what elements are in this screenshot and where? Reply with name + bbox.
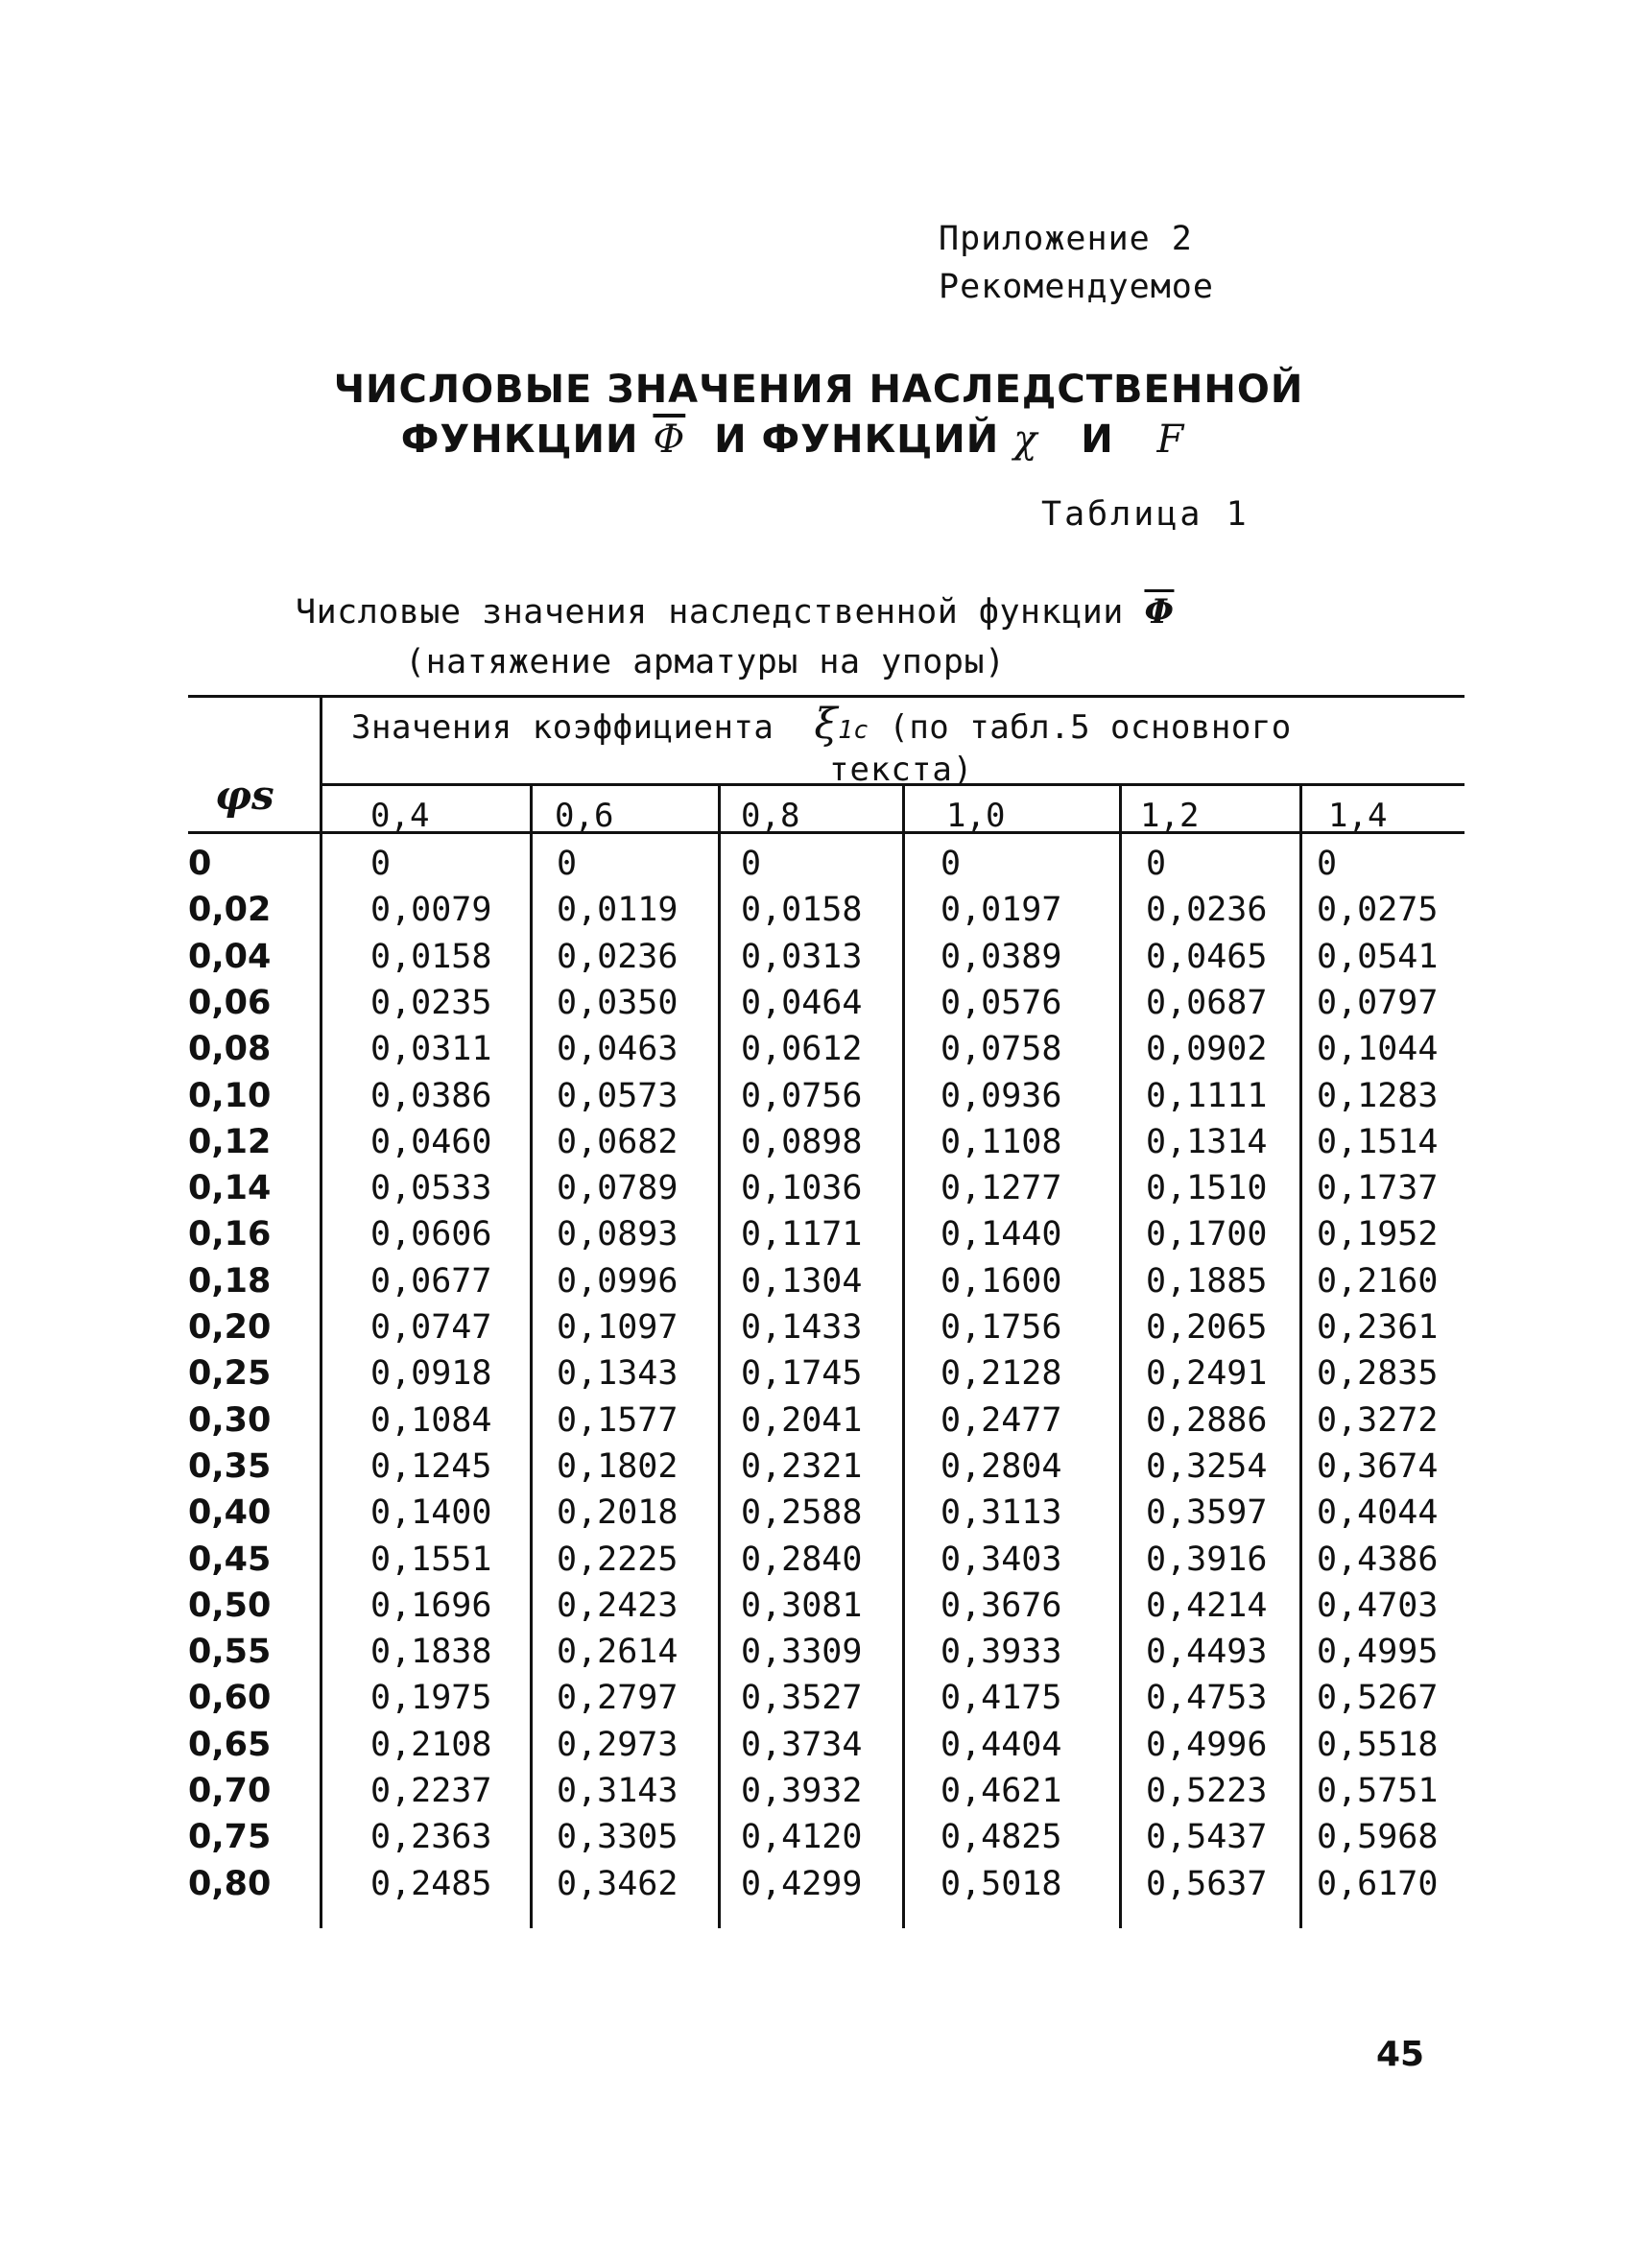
column-header: 1,4	[1328, 797, 1388, 835]
table-row	[188, 1169, 1464, 1215]
table-cell: 0,1514	[1317, 1122, 1439, 1161]
table-cell: 0,0898	[741, 1122, 863, 1161]
table-cell: 0,5637	[1146, 1864, 1268, 1903]
table-label: Таблица 1	[1041, 495, 1250, 534]
table-cell: 0,0386	[370, 1076, 492, 1115]
table-cell: 0,5968	[1317, 1818, 1439, 1857]
table-cell: 0,0389	[941, 937, 1062, 976]
row-label: 0,20	[188, 1308, 272, 1347]
table-cell: 0,1108	[941, 1122, 1062, 1161]
table-cell: 0,4044	[1317, 1493, 1439, 1533]
table-cell: 0,2160	[1317, 1261, 1439, 1301]
row-label: 0,16	[188, 1215, 272, 1254]
table-cell: 0,4493	[1146, 1633, 1268, 1672]
table-cell: 0,0275	[1317, 891, 1439, 930]
table-cell: 0,0687	[1146, 983, 1268, 1022]
table-cell: 0,0541	[1317, 937, 1439, 976]
table-cell: 0,5751	[1317, 1772, 1439, 1810]
table-cell: 0,0576	[941, 983, 1062, 1022]
table-cell: 0,4175	[941, 1679, 1062, 1718]
column-header: 0,8	[741, 797, 800, 835]
row-label: 0,30	[188, 1400, 272, 1440]
table-cell: 0,1097	[557, 1308, 679, 1347]
table-cell: 0,3932	[741, 1772, 863, 1810]
title-and-functions: И ФУНКЦИЙ	[714, 418, 1000, 462]
table-cell: 0,0235	[370, 983, 492, 1022]
row-label: 0,45	[188, 1540, 272, 1579]
table-cell: 0,1745	[741, 1354, 863, 1394]
table-row	[188, 1262, 1464, 1308]
table-cell: 0,3254	[1146, 1446, 1268, 1486]
table-cell: 0,6170	[1317, 1864, 1439, 1903]
table-cell: 0,3676	[941, 1586, 1062, 1625]
column-header: 0,4	[370, 797, 430, 835]
group-header-text: Значения коэффициента	[351, 708, 774, 747]
row-label: 0,14	[188, 1169, 272, 1208]
table-cell: 0,1737	[1317, 1169, 1439, 1208]
table-cell: 0,3305	[557, 1818, 679, 1857]
table-cell: 0,4214	[1146, 1586, 1268, 1625]
appendix-status: Рекомендуемое	[939, 268, 1214, 306]
table-cell: 0,5267	[1317, 1679, 1439, 1718]
table-cell: 0,3309	[741, 1633, 863, 1672]
phi-symbol: $\overline{\Phi}$	[653, 418, 686, 462]
table-row	[188, 1633, 1464, 1679]
table-cell: 0,0612	[741, 1030, 863, 1069]
table-cell: 0,1510	[1146, 1169, 1268, 1208]
table-cell: 0,3143	[557, 1772, 679, 1810]
group-header-ref: (по табл.5 основного	[889, 708, 1292, 747]
table-cell: 0,1433	[741, 1308, 863, 1347]
group-header-line-2: текста)	[829, 751, 974, 789]
row-label: 0,50	[188, 1586, 272, 1625]
table-cell: 0,3527	[741, 1679, 863, 1718]
table-cell: 0,2065	[1146, 1308, 1268, 1347]
table-cell: 0,4995	[1317, 1633, 1439, 1672]
row-label: 0,55	[188, 1633, 272, 1672]
table-cell: 0,3462	[557, 1864, 679, 1903]
table-cell: 0,4404	[941, 1725, 1062, 1764]
row-label: 0,75	[188, 1818, 272, 1857]
table-cell: 0,2363	[370, 1818, 492, 1857]
table-row	[188, 984, 1464, 1030]
table-cell: 0,0313	[741, 937, 863, 976]
table-cell: 0,0311	[370, 1030, 492, 1069]
table-cell: 0,2485	[370, 1864, 492, 1903]
table-cell: 0,1600	[941, 1261, 1062, 1301]
table-cell: 0,2614	[557, 1633, 679, 1672]
table-cell: 0,2835	[1317, 1354, 1439, 1394]
table-cell: 0,1952	[1317, 1215, 1439, 1254]
page-number: 45	[1376, 2035, 1425, 2074]
table-cell: 0,1343	[557, 1354, 679, 1394]
table-cell: 0,4996	[1146, 1725, 1268, 1764]
table-cell: 0,1802	[557, 1446, 679, 1486]
caption-line-2: (натяжение арматуры на упоры)	[405, 643, 1006, 681]
table-cell: 0,1885	[1146, 1261, 1268, 1301]
table-row	[188, 1493, 1464, 1540]
table-row	[188, 845, 1464, 891]
table-cell: 0,1400	[370, 1493, 492, 1533]
table-cell: 0,2588	[741, 1493, 863, 1533]
table-cell: 0,0236	[557, 937, 679, 976]
row-label: 0	[188, 845, 212, 883]
table-cell: 0,3933	[941, 1633, 1062, 1672]
appendix-number: Приложение 2	[939, 220, 1193, 258]
title-line-1: ЧИСЛОВЫЕ ЗНАЧЕНИЯ НАСЛЕДСТВЕННОЙ	[333, 368, 1304, 412]
table-row	[188, 1401, 1464, 1447]
table-cell: 0,2018	[557, 1493, 679, 1533]
table-cell: 0,4621	[941, 1772, 1062, 1810]
table-cell: 0,3403	[941, 1540, 1062, 1579]
table-row	[188, 1587, 1464, 1633]
table-cell: 0,2973	[557, 1725, 679, 1764]
row-label: 0,70	[188, 1772, 272, 1810]
table-cell: 0,1111	[1146, 1076, 1268, 1115]
chi-symbol: χ	[1013, 418, 1038, 462]
caption-text: Числовые значения наследственной функции	[296, 593, 1124, 632]
table-cell: 0,2491	[1146, 1354, 1268, 1394]
table-cell: 0,1304	[741, 1261, 863, 1301]
table-cell: 0,0158	[741, 891, 863, 930]
table-cell: 0,5518	[1317, 1725, 1439, 1764]
row-label: 0,65	[188, 1725, 272, 1764]
table-cell: 0,5437	[1146, 1818, 1268, 1857]
table-cell: 0,0197	[941, 891, 1062, 930]
title-functions-word: ФУНКЦИИ	[400, 418, 639, 462]
row-label: 0,40	[188, 1493, 272, 1533]
table-row	[188, 1772, 1464, 1818]
table-cell: 0,1171	[741, 1215, 863, 1254]
row-label: 0,08	[188, 1030, 272, 1069]
table-cell: 0,3597	[1146, 1493, 1268, 1533]
table-cell: 0,1044	[1317, 1030, 1439, 1069]
table-cell: 0,0682	[557, 1122, 679, 1161]
row-label: 0,60	[188, 1679, 272, 1718]
table-row	[188, 1679, 1464, 1725]
table-row	[188, 1818, 1464, 1864]
table-cell: 0,0350	[557, 983, 679, 1022]
table-cell: 0,2840	[741, 1540, 863, 1579]
table-row	[188, 1308, 1464, 1354]
table-cell: 0,2477	[941, 1400, 1062, 1440]
table-row	[188, 1030, 1464, 1076]
table-cell: 0,1577	[557, 1400, 679, 1440]
hereditary-function-table	[188, 695, 1464, 1928]
table-cell: 0,0463	[557, 1030, 679, 1069]
row-label: 0,06	[188, 983, 272, 1022]
table-cell: 0,4703	[1317, 1586, 1439, 1625]
table-cell: 0,0789	[557, 1169, 679, 1208]
table-row	[188, 891, 1464, 937]
table-cell: 0,2361	[1317, 1308, 1439, 1347]
table-caption	[296, 587, 1174, 687]
column-header: 1,2	[1140, 797, 1200, 835]
table-cell: 0,3113	[941, 1493, 1062, 1533]
table-cell: 0,1696	[370, 1586, 492, 1625]
table-cell: 0,1756	[941, 1308, 1062, 1347]
table-cell: 0	[1317, 845, 1338, 883]
title-conj: И	[1081, 418, 1114, 462]
row-header-phi-s: φs	[215, 772, 274, 819]
row-label: 0,18	[188, 1261, 272, 1301]
table-cell: 0,2797	[557, 1679, 679, 1718]
table-cell: 0,3674	[1317, 1446, 1439, 1486]
table-cell: 0,0460	[370, 1122, 492, 1161]
table-cell: 0,5018	[941, 1864, 1062, 1903]
table-cell: 0,1283	[1317, 1076, 1439, 1115]
table-cell: 0,0119	[557, 891, 679, 930]
table-cell: 0	[1146, 845, 1167, 883]
group-header	[351, 700, 1292, 752]
table-cell: 0,0797	[1317, 983, 1439, 1022]
table-cell: 0,0079	[370, 891, 492, 930]
column-header: 0,6	[555, 797, 614, 835]
table-cell: 0,2108	[370, 1725, 492, 1764]
table-cell: 0,1440	[941, 1215, 1062, 1254]
title-line-2	[0, 415, 1643, 465]
xi-symbol: ξ	[814, 700, 839, 749]
table-cell: 0,0236	[1146, 891, 1268, 930]
table-cell: 0	[941, 845, 962, 883]
table-cell: 0,0996	[557, 1261, 679, 1301]
table-cell: 0,4299	[741, 1864, 863, 1903]
caption-phi-symbol: $\overline{\Phi}$	[1144, 592, 1175, 632]
table-cell: 0,5223	[1146, 1772, 1268, 1810]
row-label: 0,02	[188, 891, 272, 930]
table-cell: 0,2041	[741, 1400, 863, 1440]
table-cell: 0,4120	[741, 1818, 863, 1857]
table-cell: 0,3081	[741, 1586, 863, 1625]
table-cell: 0,2237	[370, 1772, 492, 1810]
table-row	[188, 938, 1464, 984]
table-cell: 0,0902	[1146, 1030, 1268, 1069]
table-cell: 0,0893	[557, 1215, 679, 1254]
table-cell: 0,1838	[370, 1633, 492, 1672]
table-cell: 0,2321	[741, 1446, 863, 1486]
table-row	[188, 1726, 1464, 1772]
table-cell: 0,1036	[741, 1169, 863, 1208]
table-cell: 0,2886	[1146, 1400, 1268, 1440]
caption-line-1	[296, 593, 1174, 632]
table-cell: 0,4386	[1317, 1540, 1439, 1579]
table-cell: 0	[557, 845, 578, 883]
row-label: 0,35	[188, 1446, 272, 1486]
table-row	[188, 1354, 1464, 1400]
table-top-rule	[188, 695, 1464, 698]
table-cell: 0	[741, 845, 762, 883]
f-symbol: F	[1156, 418, 1185, 462]
table-cell: 0,4825	[941, 1818, 1062, 1857]
table-cell: 0,1084	[370, 1400, 492, 1440]
column-header: 1,0	[946, 797, 1006, 835]
table-cell: 0	[370, 845, 392, 883]
table-row	[188, 1215, 1464, 1261]
table-row	[188, 1077, 1464, 1123]
table-cell: 0,0918	[370, 1354, 492, 1394]
table-row	[188, 1540, 1464, 1587]
table-cell: 0,0533	[370, 1169, 492, 1208]
table-cell: 0,2225	[557, 1540, 679, 1579]
xi-subscript: 1c	[838, 716, 869, 745]
page-title	[0, 365, 1643, 465]
row-label: 0,10	[188, 1076, 272, 1115]
table-cell: 0,0936	[941, 1076, 1062, 1115]
row-label: 0,80	[188, 1864, 272, 1903]
table-cell: 0,0606	[370, 1215, 492, 1254]
table-cell: 0,1700	[1146, 1215, 1268, 1254]
table-cell: 0,0677	[370, 1261, 492, 1301]
appendix-note	[939, 215, 1214, 311]
table-cell: 0,4753	[1146, 1679, 1268, 1718]
table-row	[188, 1447, 1464, 1493]
table-cell: 0,2423	[557, 1586, 679, 1625]
table-cell: 0,2804	[941, 1446, 1062, 1486]
table-cell: 0,3916	[1146, 1540, 1268, 1579]
row-label: 0,04	[188, 937, 272, 976]
table-cell: 0,2128	[941, 1354, 1062, 1394]
row-label: 0,12	[188, 1122, 272, 1161]
table-cell: 0,3272	[1317, 1400, 1439, 1440]
table-cell: 0,0465	[1146, 937, 1268, 976]
table-cell: 0,1314	[1146, 1122, 1268, 1161]
table-cell: 0,0573	[557, 1076, 679, 1115]
table-row	[188, 1865, 1464, 1911]
table-cell: 0,1277	[941, 1169, 1062, 1208]
table-cell: 0,1975	[370, 1679, 492, 1718]
table-cell: 0,0758	[941, 1030, 1062, 1069]
table-row	[188, 1123, 1464, 1169]
table-cell: 0,0747	[370, 1308, 492, 1347]
table-cell: 0,3734	[741, 1725, 863, 1764]
table-cell: 0,1551	[370, 1540, 492, 1579]
row-label: 0,25	[188, 1354, 272, 1394]
table-cell: 0,1245	[370, 1446, 492, 1486]
table-cell: 0,0756	[741, 1076, 863, 1115]
table-cell: 0,0464	[741, 983, 863, 1022]
table-cell: 0,0158	[370, 937, 492, 976]
